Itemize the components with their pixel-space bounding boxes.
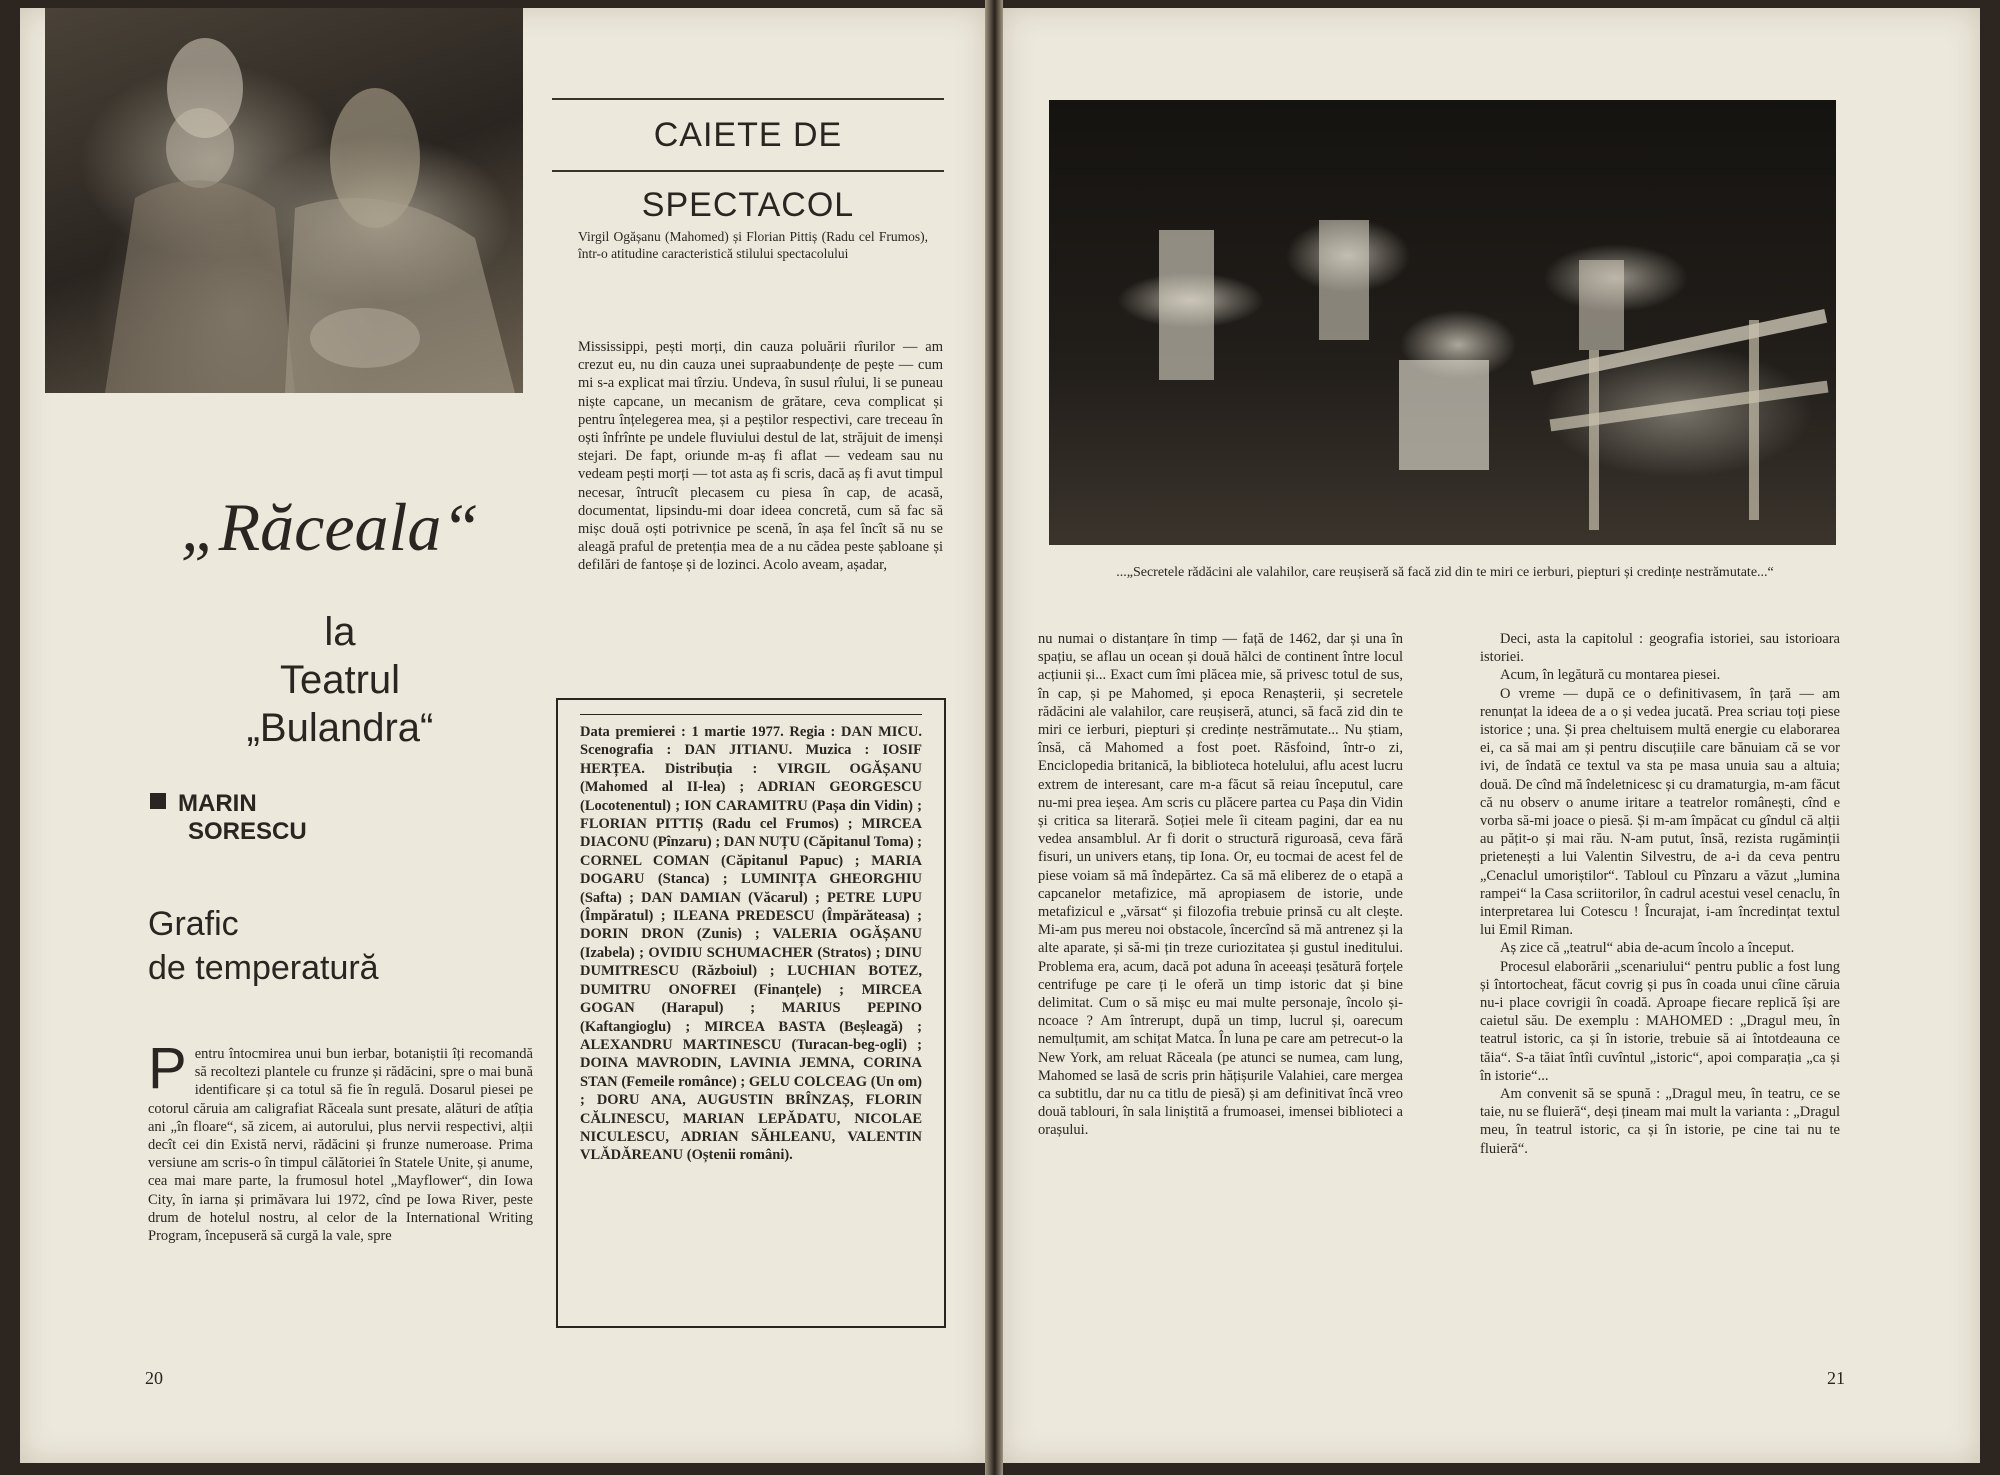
byline-square-icon <box>150 793 166 809</box>
subtitle-la: la <box>324 610 356 654</box>
article-paragraph: Mississippi, pești morți, din cauza poluării rîurilor — am crezut eu, nu din cauza unei supraabundențe de pește — cum mi s-a explicat mai tîrziu. Undeva, în susul rîului, li se puneau niște capcane, un mecanism de grătare, ceva complicat și pentru înțelegerea mea, și a peștilor respectivi, care treceau în oști înfrînte pe undele fluviului destul de lat, străjuit de imenși stejari. De fapt, oriunde m-aș fi aflat — vedeam sau nu vedeam pești morți — tot asta aș fi scris, dacă aș fi avut timpul necesar, întrucît plecasem cu piesa în cap, de acasă, documentat, lipsindu-mi doar ideea concretă, cum să fac să mișc două oști potrivnice pe scenă, în așa fel încît să nu se aleagă praful de pretenția mea de a nu cădea peste șabloane și defilări de fantoșe și de lozinci. Acolo aveam, așadar, <box>578 339 943 574</box>
right-photo-caption: ...„Secretele rădăcini ale valahilor, care reușiseră să facă zid din te miri ce ierburi, piepturi și credințe nestrămutate...“ <box>1116 565 1774 580</box>
article-paragraph: Acum, în legătură cu montarea piesei. <box>1500 667 1721 684</box>
stage-photo-battle-scene-icon <box>1049 100 1836 545</box>
subtitle-theatre-name: „Bulandra“ <box>246 706 434 750</box>
article-paragraph: O vreme — după ce o definitivasem, în țară — am renunțat la ideea de a o și vedea jucată. Prea scriau toți piese istorice ; una. Și prea cheltuisem multă energie cu elaborarea ei, ca să mai am și pentru discuțiile care bănuiam că se vor ivi, de îndată ce textul va sta pe masa unuia sau a altuia; două. De cînd mă îndeletnicesc și cu dramaturgia, m-am făcut că nu observ o anume iritare a teatrelor românești, cînd e vorba să-mi joace o piesă. Și m-am împăcat cu gîndul că alții au pățit-o și mai rău. N-am putut, însă, rezista rugăminții prietenești a lui Valentin Silvestru, de a-i da ceva pentru „Cenaclul umoriștilor“. Tabloul cu Pînzaru a văzut „lumina rampei“ la Casa scriitorilor, în cadrul acestui vesel cenaclu, în interpretarea lui Cotescu ! Încurajat, i-am încredințat textul lui Emil Riman. <box>1480 685 1840 939</box>
magazine-section-header: CAIETE DE SPECTACOL <box>552 98 944 172</box>
subtitle-theatre: Teatrul <box>279 658 401 702</box>
page-number-left: 20 <box>145 1368 163 1388</box>
article-paragraph: Am convenit să se spună : „Dragul meu, în teatru, ce se taie, nu se fluieră“, deși țineam mai mult la varianta : „Dragul meu, în teatrul istoric, ca și în istorie, pe cine tai nu te fluieră“. <box>1480 1086 1840 1157</box>
production-credits-text: Data premierei : 1 martie 1977. Regia : DAN MICU. Scenografia : DAN JITIANU. Muzica : IOSIF HERȚEA. Distribuția : VIRGIL OGĂȘANU (Mahomed al II-lea) ; ADRIAN GEORGESCU (Locotenentul) ; ION CARAMITRU (Pașa din Vidin) ; FLORIAN PITTIȘ (Radu cel Frumos) ; MIRCEA DIACONU (Pînzaru) ; DAN NUȚU (Căpitanul Toma) ; CORNEL COMAN (Căpitanul Papuc) ; MARIA DOGARU (Stanca) ; LUMINIȚA GHEORGHIU (Safta) ; DAN DAMIAN (Văcarul) ; PETRE LUPU (Împăratul) ; ILEANA PREDESCU (Împărăteasa) ; DORIN DRON (Zunis) ; VALERIA OGĂȘANU (Izabela) ; OVIDIU SCHUMACHER (Stratos) ; DINU DUMITRESCU (Războiul) ; LUCHIAN BOTEZ, DUMITRU ONOFREI (Finanțele) ; MIRCEA GOGAN (Harapul) ; MARIUS PEPINO (Kaftangioglu) ; MIRCEA BASTA (Beșleagă) ; ALEXANDRU MARTINESCU (Turacan-beg-ogli) ; DOINA MAVRODIN, LAVINIA JEMNA, CORINA STAN (Femeile românce) ; GELU COLCEAG (Un om) ; DORU ANA, AUGUSTIN BRÎNZAȘ, FLORIN CĂLINESCU, MARIAN LEPĂDATU, NICOLAE NICULESCU, ADRIAN SĂHLEANU, VALENTIN VLĂDĂREANU (Oștenii români). <box>580 714 922 1165</box>
stage-photo-mahomed-icon <box>45 8 523 393</box>
author-first-name: MARIN <box>178 790 257 817</box>
article-paragraph: Deci, asta la capitolul : geografia istoriei, sau istorioara istoriei. <box>1480 631 1840 666</box>
article-subtitle <box>220 608 460 752</box>
article-column-d <box>1480 630 1840 1158</box>
left-photo-caption: Virgil Ogășanu (Mahomed) și Florian Pittiș (Radu cel Frumos), într-o atitudine caracteristică stilului spectacolului <box>578 229 928 261</box>
drop-cap: P <box>148 1036 187 1101</box>
section-title <box>148 902 448 990</box>
article-column-a <box>148 1036 533 1245</box>
author-last-name: SORESCU <box>188 818 307 845</box>
author-byline <box>150 790 390 846</box>
article-paragraph: Aș zice că „teatrul“ abia de-acum încolo a început. <box>1500 940 1795 957</box>
article-paragraph: nu numai o distanțare în timp — față de 1462, dar și una în spațiu, se aflau un ocean și două hălci de continent între locul acțiunii și... Exact cum îmi plăcea mie, să privesc totul de sus, în cap, și pe Mahomed, și epoca Renașterii, și secretele rădăcini ale valahilor, care reușiseră, atunci, să facă zid din te miri ce ierburi, piepturi și credințe nestrămutate... Nu știam, însă, că Mahomed a fost poet. Răsfoind, într-o zi, Enciclopedia britanică, la biblioteca hotelului, aflu acest lucru extrem de interesant, care m-a făcut să reiau începutul, care nu-mi prea ieșea. Am scris cu plăcere partea cu Pașa din Vidin și critica sa literară. Soției mele îi citeam pagini, dar ea nu vedea ansamblul. Ar fi dorit o structură riguroasă, ceva fără fisuri, un univers etanș, tip Iona. Or, eu tocmai de acest fel de piese voiam să mă îndepărtez. Ca să mă eliberez de o etapă a capcanelor metafizice, mă apropiasem de istorie, unde metafizicul e „vărsat“ și filozofia trebuie prinsă cu alt clește. Mi-am pus mereu noi obstacole, încercînd să mă antrenez și la alte aparate, și să-mi țin treze curiozitatea și gustul ineditului. Problema era, acum, dacă pot aduna în aceeași țesătură forțele centrifuge pe care ți le oferă un timp istoric dat și bine delimitat. Cum o să mișc eu mai multe personaje, încolo și-ncoace ? Am întrerupt, după un timp, lucrul și, oarecum nemulțumit, am schițat Matca. În luna pe care am petrecut-o la New York, am reluat Răceala (pe atunci se numea, cam lung, Mahomed se lasă de scris prin hățișurile Valahiei, care mergea ca subtitlu, dar nu ca titlu de piesă) și am definitivat încă vreo două tablouri, în sala liniștită a frumoasei, imensei biblioteci a orașului. <box>1038 631 1403 1139</box>
production-credits-box <box>556 698 946 1328</box>
page-number-right: 21 <box>1827 1368 1845 1388</box>
section-title-line-2: de temperatură <box>148 949 379 987</box>
article-title: „Răceala“ <box>180 489 480 565</box>
article-column-c <box>1038 630 1403 1140</box>
book-gutter <box>985 0 1003 1475</box>
article-column-b <box>578 338 943 575</box>
section-title-line-1: Grafic <box>148 905 239 943</box>
article-paragraph: Procesul elaborării „scenariului“ pentru public a fost lung și întortocheat, făcut covrig și pus în coada unui cîine căruia nu-i place covrigii în coadă. Aproape fiecare replică își are caietul său. De exemplu : MAHOMED : „Dragul meu, în teatrul istoric, ca și în istorie, trebuie să ai întotdeauna ce tăia“. S-a tăiat întîi cuvîntul „istoric“, apoi comparația „ca și în istorie“... <box>1480 958 1840 1084</box>
article-paragraph: entru întocmirea unui bun ierbar, botaniștii îți recomandă să recoltezi plantele cu frunze și rădăcini, spre o mai bună identificare și ca totul să fie în regulă. Dosarul piesei pe cotorul căruia am caligrafiat Răceala sunt presate, alături de atîția ani „în floare“, să zicem, ai autorului, plus nervii respectivi, alții decît cei din Există nervi, rădăcini și frunze numeroase. Prima versiune am scris-o în timpul călătoriei în Statele Unite, și anume, cea mai mare parte, la frumosul hotel „Mayflower“, din Iowa City, în iarna și primăvara lui 1972, cînd pe Iowa River, peste drum de hotelul nostru, al celor de la International Writing Program, începuseră să curgă la vale, spre <box>148 1046 533 1245</box>
